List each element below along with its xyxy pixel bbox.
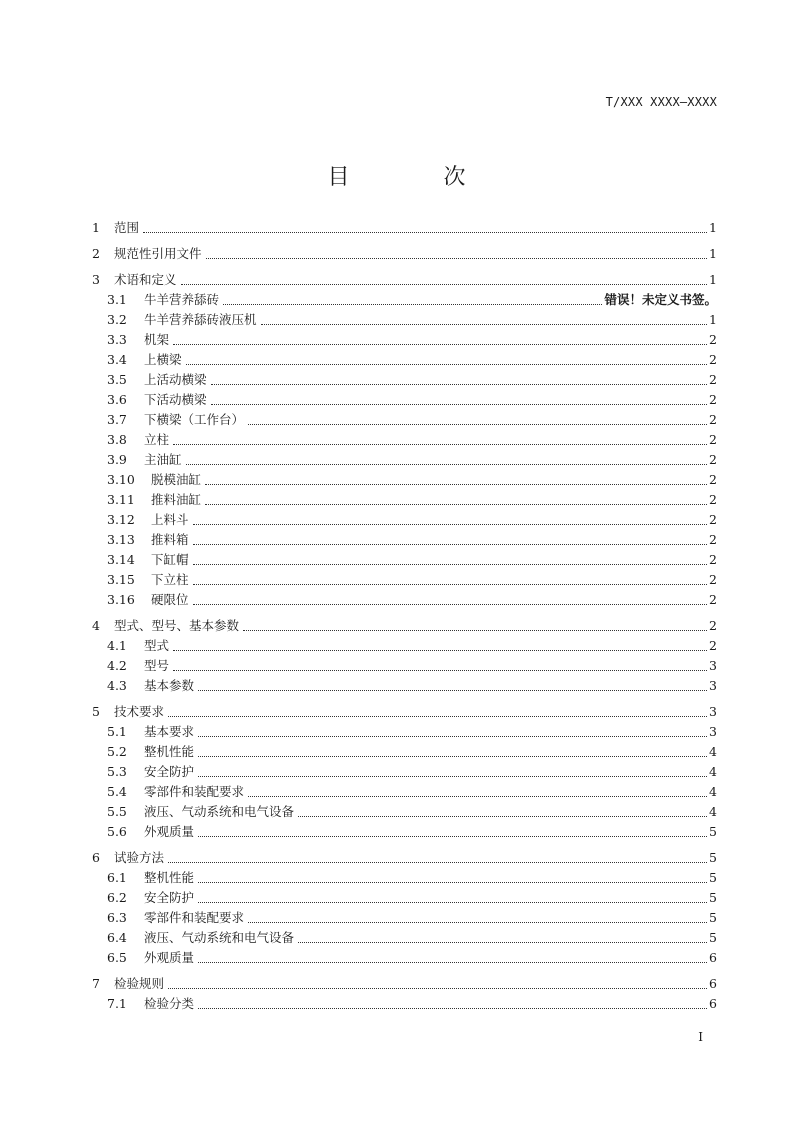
toc-entry-label: 硬限位 [151, 592, 189, 607]
dot-leader [261, 323, 707, 325]
toc-entry-label: 推料油缸 [151, 492, 202, 507]
toc-entry-number: 5.4 [107, 784, 127, 799]
dot-leader [181, 283, 707, 285]
toc-entry-page: 5 [709, 824, 717, 839]
toc-entry-number: 3.11 [107, 492, 135, 507]
toc-entry-subsection[interactable] [92, 928, 717, 948]
toc-entry-label: 基本要求 [144, 724, 195, 739]
dot-leader [173, 443, 707, 445]
toc-entry-page: 3 [709, 658, 717, 673]
toc-entry-subsection[interactable] [92, 590, 717, 610]
dot-leader [205, 483, 707, 485]
dot-leader [186, 463, 707, 465]
toc-entry-number: 5.2 [107, 744, 127, 759]
toc-entry-page: 1 [709, 246, 717, 261]
toc-entry-number: 6.2 [107, 890, 127, 905]
toc-entry-subsection[interactable] [92, 310, 717, 330]
dot-leader [298, 815, 707, 817]
dot-leader [248, 795, 707, 797]
toc-entry-number: 4.1 [107, 638, 127, 653]
toc-entry-number: 7 [92, 976, 100, 991]
toc-entry-page: 5 [709, 850, 717, 865]
toc-entry-subsection[interactable] [92, 370, 717, 390]
dot-leader [198, 881, 707, 883]
toc-entry-section[interactable] [92, 270, 717, 290]
toc-entry-subsection[interactable] [92, 330, 717, 350]
toc-entry-subsection[interactable] [92, 490, 717, 510]
toc-entry-number: 3.14 [107, 552, 135, 567]
dot-leader [198, 901, 707, 903]
toc-entry-label: 型式 [144, 638, 170, 653]
toc-entry-subsection[interactable] [92, 530, 717, 550]
toc-entry-number: 3.16 [107, 592, 135, 607]
toc-entry-page: 2 [709, 392, 717, 407]
toc-entry-number: 3.7 [107, 412, 127, 427]
toc-entry-label: 液压、气动系统和电气设备 [144, 804, 295, 819]
toc-title: 目 次 [327, 165, 502, 190]
toc-entry-number: 3.9 [107, 452, 127, 467]
toc-entry-number: 3.15 [107, 572, 135, 587]
dot-leader [298, 941, 707, 943]
toc-entry-page: 4 [709, 784, 717, 799]
toc-entry-page: 1 [709, 220, 717, 235]
toc-entry-number: 3.10 [107, 472, 135, 487]
toc-entry-label: 整机性能 [144, 744, 195, 759]
toc-entry-label: 牛羊营养舔砖 [144, 292, 220, 307]
toc-entry-number: 2 [92, 246, 100, 261]
toc-entry-page: 2 [709, 412, 717, 427]
toc-entry-subsection[interactable] [92, 390, 717, 410]
toc-entry-label: 上横梁 [144, 352, 182, 367]
dot-leader [168, 987, 707, 989]
toc-entry-label: 规范性引用文件 [114, 246, 202, 261]
dot-leader [248, 423, 707, 425]
toc-entry-label: 主油缸 [144, 452, 182, 467]
toc-entry-page: 2 [709, 532, 717, 547]
toc-entry-number: 1 [92, 220, 100, 235]
dot-leader [211, 403, 707, 405]
dot-leader [193, 543, 707, 545]
toc-entry-number: 4.3 [107, 678, 127, 693]
dot-leader [173, 343, 707, 345]
toc-entry-subsection[interactable] [92, 290, 717, 310]
toc-entry-label: 基本参数 [144, 678, 195, 693]
dot-leader [198, 1007, 707, 1009]
toc-entry-subsection[interactable] [92, 722, 717, 742]
toc-entry-number: 3.13 [107, 532, 135, 547]
toc-entry-label: 上料斗 [151, 512, 189, 527]
toc-entry-number: 7.1 [107, 996, 127, 1011]
toc-entry-page: 5 [709, 930, 717, 945]
dot-leader [205, 503, 707, 505]
toc-entry-page: 4 [709, 764, 717, 779]
toc-entry-page: 5 [709, 890, 717, 905]
toc-entry-subsection[interactable] [92, 802, 717, 822]
toc-entry-label: 机架 [144, 332, 170, 347]
toc-entry-label: 推料箱 [151, 532, 189, 547]
toc-entry-subsection[interactable] [92, 656, 717, 676]
toc-entry-label: 脱模油缸 [151, 472, 202, 487]
toc-entry-subsection[interactable] [92, 430, 717, 450]
toc-entry-subsection[interactable] [92, 908, 717, 928]
dot-leader [143, 231, 707, 233]
toc-entry-label: 外观质量 [144, 824, 195, 839]
toc-entry-section[interactable] [92, 848, 717, 868]
toc-entry-number: 3.1 [107, 292, 127, 307]
toc-entry-number: 5.3 [107, 764, 127, 779]
toc-entry-label: 检验规则 [114, 976, 165, 991]
toc-entry-error-message: 错误！未定义书签。 [604, 292, 717, 307]
toc-entry-page: 6 [709, 950, 717, 965]
toc-entry-label: 下活动横梁 [144, 392, 207, 407]
toc-entry-page: 2 [709, 452, 717, 467]
dot-leader [168, 861, 707, 863]
toc-entry-subsection[interactable] [92, 450, 717, 470]
table-of-contents [92, 218, 717, 1014]
toc-entry-subsection[interactable] [92, 570, 717, 590]
toc-entry-page: 5 [709, 870, 717, 885]
toc-entry-section[interactable] [92, 218, 717, 238]
toc-entry-page: 2 [709, 492, 717, 507]
toc-entry-label: 牛羊营养舔砖液压机 [144, 312, 257, 327]
toc-entry-subsection[interactable] [92, 822, 717, 842]
toc-entry-number: 5.6 [107, 824, 127, 839]
dot-leader [198, 775, 707, 777]
toc-entry-page: 6 [709, 996, 717, 1011]
dot-leader [198, 961, 707, 963]
toc-entry-section[interactable] [92, 974, 717, 994]
toc-entry-subsection[interactable] [92, 636, 717, 656]
toc-entry-page: 4 [709, 804, 717, 819]
toc-entry-page: 2 [709, 432, 717, 447]
toc-entry-label: 检验分类 [144, 996, 195, 1011]
toc-entry-page: 6 [709, 976, 717, 991]
toc-entry-label: 型号 [144, 658, 170, 673]
dot-leader [243, 629, 707, 631]
toc-entry-number: 6 [92, 850, 100, 865]
toc-entry-number: 3.12 [107, 512, 135, 527]
toc-entry-page: 1 [709, 272, 717, 287]
toc-entry-page: 4 [709, 744, 717, 759]
toc-entry-page: 2 [709, 512, 717, 527]
toc-entry-label: 下立柱 [151, 572, 189, 587]
toc-entry-number: 4 [92, 618, 100, 633]
toc-entry-page: 2 [709, 618, 717, 633]
toc-entry-subsection[interactable] [92, 410, 717, 430]
dot-leader [193, 523, 707, 525]
page-number: I [698, 1030, 703, 1044]
dot-leader [173, 649, 707, 651]
toc-entry-page: 3 [709, 678, 717, 693]
toc-entry-label: 外观质量 [144, 950, 195, 965]
dot-leader [168, 715, 707, 717]
toc-entry-label: 型式、型号、基本参数 [114, 618, 240, 633]
toc-entry-subsection[interactable] [92, 948, 717, 968]
toc-entry-label: 上活动横梁 [144, 372, 207, 387]
toc-entry-label: 液压、气动系统和电气设备 [144, 930, 295, 945]
dot-leader [198, 755, 707, 757]
toc-entry-page: 1 [709, 312, 717, 327]
dot-leader [193, 583, 707, 585]
toc-entry-number: 6.4 [107, 930, 127, 945]
toc-entry-label: 试验方法 [114, 850, 165, 865]
toc-entry-subsection[interactable] [92, 470, 717, 490]
toc-entry-page: 2 [709, 572, 717, 587]
toc-entry-label: 范围 [114, 220, 140, 235]
toc-entry-number: 4.2 [107, 658, 127, 673]
toc-entry-subsection[interactable] [92, 782, 717, 802]
dot-leader [198, 835, 707, 837]
toc-entry-page: 2 [709, 352, 717, 367]
toc-entry-label: 安全防护 [144, 764, 195, 779]
toc-entry-subsection[interactable] [92, 994, 717, 1014]
toc-entry-section[interactable] [92, 616, 717, 636]
toc-entry-label: 立柱 [144, 432, 170, 447]
toc-entry-subsection[interactable] [92, 510, 717, 530]
toc-entry-subsection[interactable] [92, 762, 717, 782]
toc-entry-section[interactable] [92, 244, 717, 264]
toc-entry-page: 5 [709, 910, 717, 925]
toc-entry-label: 下横梁（工作台） [144, 412, 245, 427]
toc-entry-label: 技术要求 [114, 704, 165, 719]
toc-entry-page: 2 [709, 372, 717, 387]
toc-entry-page: 3 [709, 724, 717, 739]
toc-entry-label: 术语和定义 [114, 272, 177, 287]
toc-entry-number: 5.5 [107, 804, 127, 819]
toc-entry-number: 3.5 [107, 372, 127, 387]
toc-entry-subsection[interactable] [92, 550, 717, 570]
toc-entry-label: 下缸帽 [151, 552, 189, 567]
toc-entry-page: 3 [709, 704, 717, 719]
toc-entry-section[interactable] [92, 702, 717, 722]
toc-entry-subsection[interactable] [92, 350, 717, 370]
dot-leader [193, 603, 707, 605]
dot-leader [198, 689, 707, 691]
toc-entry-number: 3 [92, 272, 100, 287]
toc-entry-number: 3.6 [107, 392, 127, 407]
dot-leader [198, 735, 707, 737]
toc-entry-label: 零部件和装配要求 [144, 784, 245, 799]
dot-leader [248, 921, 707, 923]
toc-entry-label: 整机性能 [144, 870, 195, 885]
toc-entry-subsection[interactable] [92, 742, 717, 762]
document-code: T/XXX XXXX—XXXX [605, 95, 717, 109]
dot-leader [173, 669, 707, 671]
toc-entry-number: 3.3 [107, 332, 127, 347]
toc-entry-number: 3.8 [107, 432, 127, 447]
dot-leader [223, 303, 602, 305]
toc-entry-page: 2 [709, 472, 717, 487]
toc-entry-label: 安全防护 [144, 890, 195, 905]
dot-leader [186, 363, 707, 365]
toc-entry-page: 2 [709, 552, 717, 567]
toc-entry-number: 5.1 [107, 724, 127, 739]
toc-entry-subsection[interactable] [92, 868, 717, 888]
toc-entry-number: 3.2 [107, 312, 127, 327]
dot-leader [193, 563, 707, 565]
toc-entry-subsection[interactable] [92, 888, 717, 908]
toc-entry-page: 2 [709, 592, 717, 607]
toc-entry-number: 6.5 [107, 950, 127, 965]
dot-leader [211, 383, 707, 385]
toc-entry-subsection[interactable] [92, 676, 717, 696]
toc-entry-page: 2 [709, 638, 717, 653]
toc-entry-number: 3.4 [107, 352, 127, 367]
toc-entry-label: 零部件和装配要求 [144, 910, 245, 925]
toc-entry-number: 6.3 [107, 910, 127, 925]
dot-leader [206, 257, 707, 259]
toc-entry-page: 2 [709, 332, 717, 347]
toc-entry-number: 5 [92, 704, 100, 719]
toc-entry-number: 6.1 [107, 870, 127, 885]
